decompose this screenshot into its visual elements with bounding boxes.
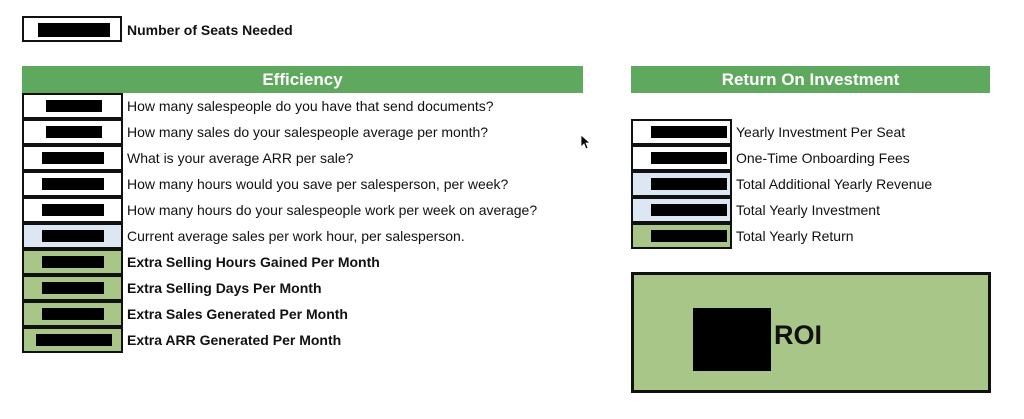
hours-worked-label: How many hours do your salespeople work per week on average? [127, 202, 538, 218]
efficiency-row-extra-days [22, 275, 322, 301]
redacted-value [38, 23, 110, 37]
extra-days-value [22, 275, 123, 301]
roi-row-onboarding-fees [631, 145, 910, 171]
mouse-cursor-icon [580, 134, 590, 150]
redacted-value [46, 126, 102, 138]
sales-per-month-input[interactable] [22, 119, 123, 145]
arr-per-sale-label: What is your average ARR per sale? [127, 150, 354, 166]
redacted-value [42, 204, 104, 216]
yearly-investment-per-seat-label: Yearly Investment Per Seat [736, 124, 906, 140]
efficiency-row-extra-sales [22, 301, 348, 327]
redacted-value [651, 204, 727, 216]
redacted-value [42, 178, 104, 190]
roi-header: Return On Investment [631, 66, 990, 93]
total-return-value [631, 223, 732, 249]
yearly-investment-per-seat-input[interactable] [631, 119, 732, 145]
roi-summary-label: ROI [774, 320, 823, 350]
roi-row-total-return [631, 223, 854, 249]
additional-revenue-value [631, 171, 732, 197]
roi-row-total-investment [631, 197, 880, 223]
roi-summary-box [631, 272, 991, 393]
salespeople-count-label: How many salespeople do you have that send documents? [127, 98, 494, 114]
extra-hours-label: Extra Selling Hours Gained Per Month [127, 254, 380, 270]
redacted-value [42, 282, 104, 294]
redacted-value [42, 152, 104, 164]
efficiency-row-salespeople [22, 93, 494, 119]
sales-per-hour-label: Current average sales per work hour, per salesperson. [127, 228, 465, 244]
sales-per-hour-value [22, 223, 123, 249]
hours-worked-input[interactable] [22, 197, 123, 223]
redacted-value [651, 230, 727, 242]
redacted-roi-value [693, 308, 771, 371]
redacted-value [42, 256, 104, 268]
redacted-value [651, 126, 727, 138]
roi-row-yearly-investment-per-seat [631, 119, 905, 145]
efficiency-row-hours-saved [22, 171, 508, 197]
redacted-value [42, 230, 104, 242]
total-investment-value [631, 197, 732, 223]
redacted-value [651, 178, 727, 190]
redacted-value [42, 308, 104, 320]
roi-row-additional-revenue [631, 171, 932, 197]
efficiency-row-hours-worked [22, 197, 537, 223]
efficiency-header: Efficiency [22, 66, 583, 93]
extra-arr-label: Extra ARR Generated Per Month [127, 332, 342, 348]
total-investment-label: Total Yearly Investment [736, 202, 880, 218]
efficiency-row-sales-per-hour [22, 223, 465, 249]
hours-saved-input[interactable] [22, 171, 123, 197]
seats-needed-label: Number of Seats Needed [127, 22, 293, 38]
efficiency-row-sales-per-month [22, 119, 488, 145]
extra-arr-value [22, 327, 123, 353]
extra-hours-value [22, 249, 123, 275]
redacted-value [46, 100, 102, 112]
redacted-value [651, 152, 727, 164]
additional-revenue-label: Total Additional Yearly Revenue [736, 176, 933, 192]
onboarding-fees-input[interactable] [631, 145, 732, 171]
extra-sales-label: Extra Sales Generated Per Month [127, 306, 348, 322]
hours-saved-label: How many hours would you save per salesperson, per week? [127, 176, 509, 192]
extra-sales-value [22, 301, 123, 327]
total-return-label: Total Yearly Return [736, 228, 854, 244]
efficiency-row-extra-hours [22, 249, 380, 275]
efficiency-row-arr-per-sale [22, 145, 353, 171]
efficiency-row-extra-arr [22, 327, 341, 353]
onboarding-fees-label: One-Time Onboarding Fees [736, 150, 910, 166]
salespeople-count-input[interactable] [22, 93, 123, 119]
extra-days-label: Extra Selling Days Per Month [127, 280, 322, 296]
arr-per-sale-input[interactable] [22, 145, 123, 171]
seats-needed-input[interactable] [22, 16, 122, 42]
redacted-value [36, 334, 112, 346]
sales-per-month-label: How many sales do your salespeople average per month? [127, 124, 489, 140]
